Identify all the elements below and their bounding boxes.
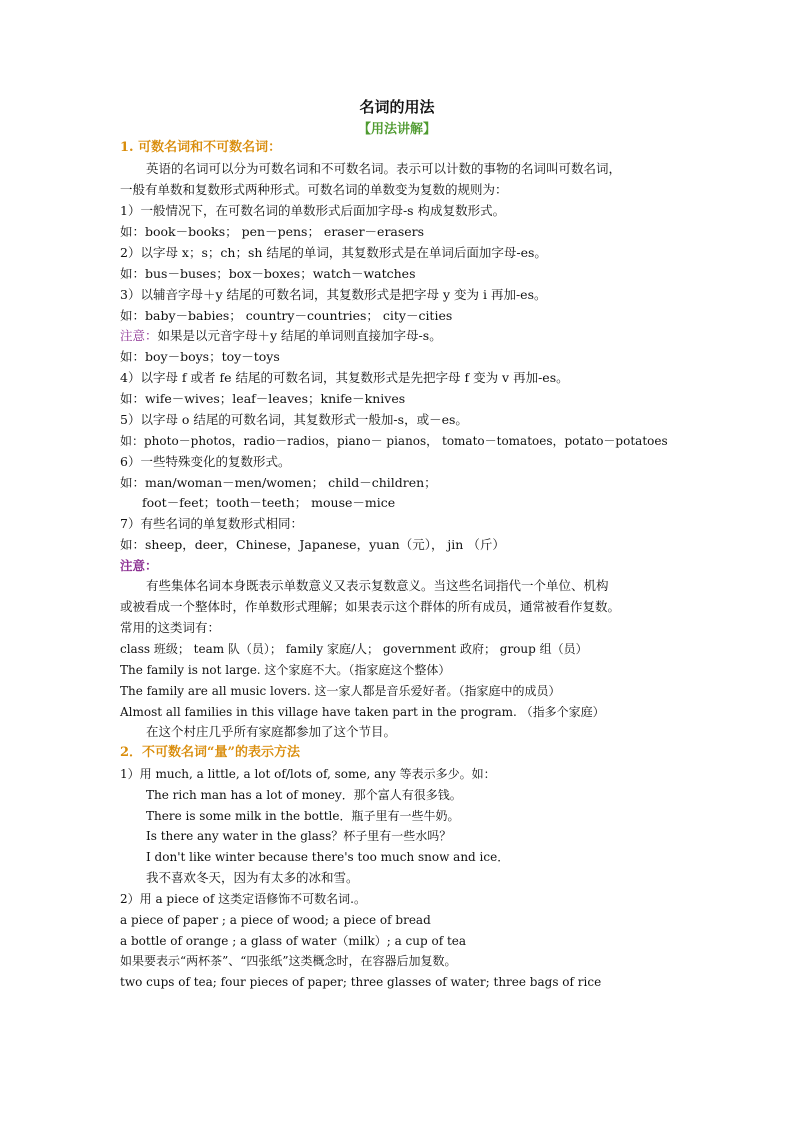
rule-7: 7）有些名词的单复数形式相同：	[120, 516, 303, 531]
example-sentence-2: The family are all music lovers. 这一家人都是音乐爱好者。（指家庭中的成员）	[120, 684, 561, 698]
s2-rule-1: 1）用 much, a little, a lot of/lots of, some, any 等表示多少。如：	[120, 767, 496, 781]
common-words-label: 常用的这类词有：	[120, 620, 221, 635]
note-label: 注意：	[120, 328, 158, 343]
example-5: 如：photo－photos，radio－radios，piano－ pianos， tomato－tomatoes，potato－potatoes	[120, 434, 668, 448]
section1-intro-line2: 一般有单数和复数形式两种形式。可数名词的单数变为复数的规则为：	[120, 182, 508, 197]
page-title: 名词的用法	[359, 98, 435, 116]
example-7: 如：sheep，deer，Chinese，Japanese，yuan（元）， jin （斤）	[120, 537, 505, 552]
example-4: 如：wife－wives；leaf－leaves；knife－knives	[120, 391, 406, 406]
section1-heading: 1. 可数名词和不可数名词：	[120, 140, 282, 155]
example-sentence-1: The family is not large. 这个家庭不大。（指家庭这个整体）	[120, 663, 451, 677]
common-words-list: class 班级； team 队（员）； family 家庭/人； government 政府； group 组（员）	[120, 642, 588, 656]
rule-4: 4）以字母 f 或者 fe 结尾的可数名词，其复数形式是先把字母 f 变为 v 再加-es。	[120, 370, 569, 385]
s2-plural-note: 如果要表示“两杯茶”、“四张纸”这类概念时，在容器后加复数。	[120, 954, 457, 968]
s2-example-3: Is there any water in the glass？杯子里有一些水吗？	[146, 829, 452, 843]
note-text: 如果是以元音字母＋y 结尾的单词则直接加字母-s。	[157, 328, 442, 343]
s2-example-1: The rich man has a lot of money．那个富人有很多钱。	[146, 788, 462, 802]
note2-label: 注意：	[120, 558, 158, 573]
note-line	[120, 328, 442, 344]
s2-example-4-translation: 我不喜欢冬天，因为有太多的冰和雪。	[146, 870, 359, 885]
example-6b: foot－feet；tooth－teeth； mouse－mice	[142, 495, 396, 510]
s2-example-5: a piece of paper ; a piece of wood; a piece of bread	[120, 913, 431, 927]
s2-example-4: I don't like winter because there's too much snow and ice．	[146, 850, 510, 864]
rule-5: 5）以字母 o 结尾的可数名词，其复数形式一般加-s，或－es。	[120, 412, 468, 427]
example-2: 如：bus－buses；box－boxes；watch－watches	[120, 266, 416, 281]
example-sentence-3-translation: 在这个村庄几乎所有家庭都参加了这个节目。	[146, 724, 397, 739]
example-1: 如：book－books； pen－pens； eraser－erasers	[120, 224, 425, 239]
s2-example-6: a bottle of orange ; a glass of water（milk）; a cup of tea	[120, 934, 467, 948]
rule-1: 1）一般情况下，在可数名词的单数形式后面加字母-s 构成复数形式。	[120, 203, 506, 218]
collective-line2: 或被看成一个整体时，作单数形式理解；如果表示这个群体的所有成员，通常被看作复数。	[120, 599, 621, 614]
page-subtitle: 【用法讲解】	[357, 122, 436, 137]
example-3: 如：baby－babies； country－countries； city－cities	[120, 308, 453, 323]
example-sentence-3: Almost all families in this village have taken part in the program. （指多个家庭）	[120, 705, 605, 719]
example-6a: 如：man/woman－men/women； child－children；	[120, 475, 437, 490]
section2-heading: 2．不可数名词“量”的表示方法	[120, 745, 301, 760]
example-3b: 如：boy－boys；toy－toys	[120, 349, 280, 364]
collective-line1: 有些集体名词本身既表示单数意义又表示复数意义。当这些名词指代一个单位、机构	[146, 578, 609, 593]
s2-example-7: two cups of tea; four pieces of paper; three glasses of water; three bags of rice	[120, 975, 602, 989]
rule-6: 6）一些特殊变化的复数形式。	[120, 454, 291, 469]
section1-intro-line1: 英语的名词可以分为可数名词和不可数名词。表示可以计数的事物的名词叫可数名词，	[146, 161, 622, 176]
rule-2: 2）以字母 x；s；ch；sh 结尾的单词，其复数形式是在单词后面加字母-es。	[120, 245, 547, 260]
s2-example-2: There is some milk in the bottle．瓶子里有一些牛奶。	[146, 809, 460, 823]
s2-rule-2: 2）用 a piece of 这类定语修饰不可数名词.。	[120, 892, 366, 906]
rule-3: 3）以辅音字母＋y 结尾的可数名词，其复数形式是把字母 y 变为 i 再加-es。	[120, 287, 547, 302]
